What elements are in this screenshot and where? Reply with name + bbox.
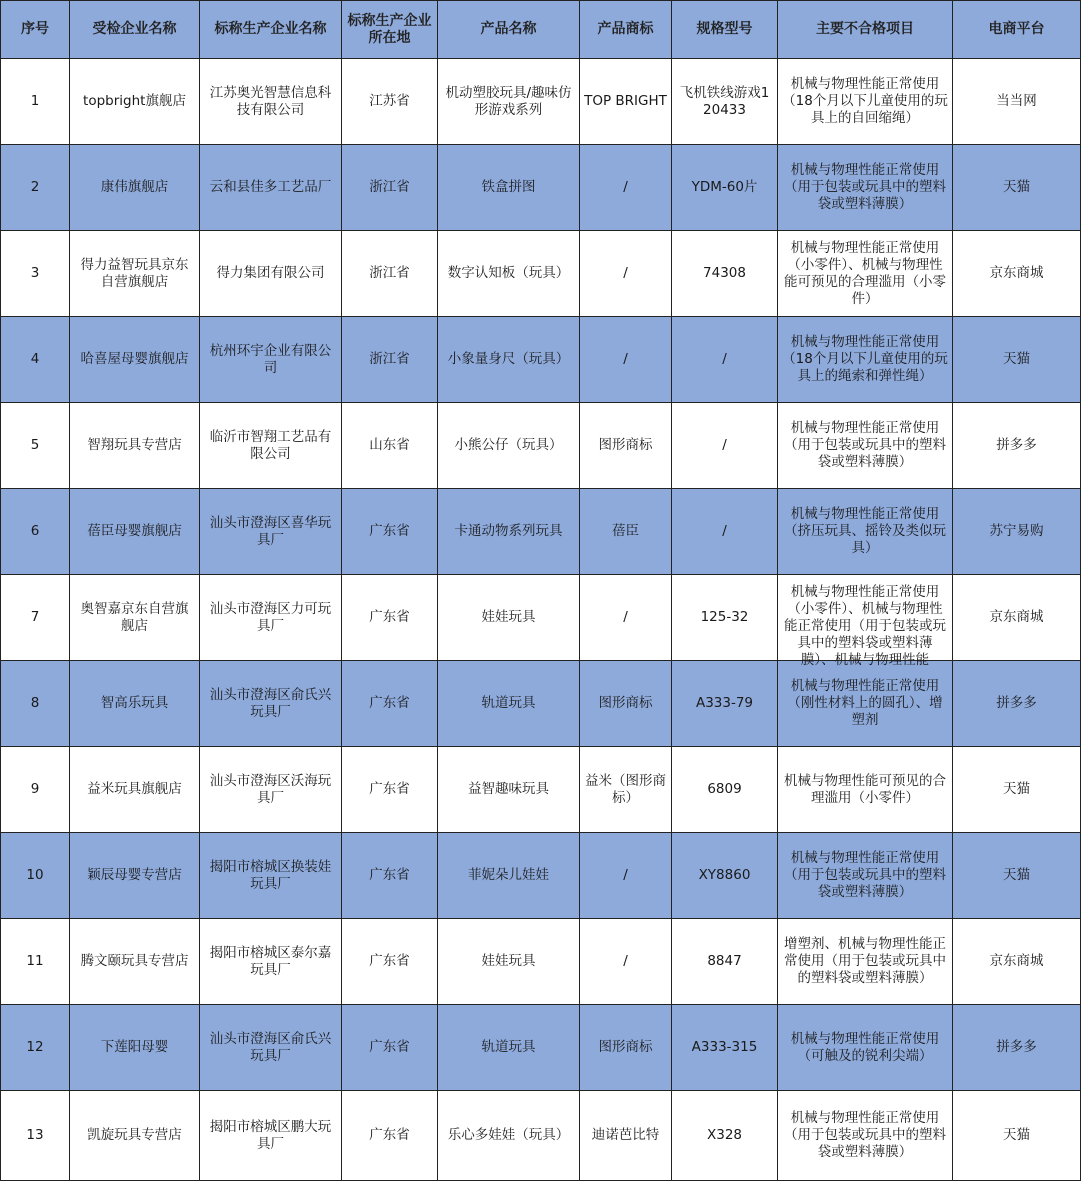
cell-platform-text: 天猫	[1003, 867, 1030, 883]
cell-location-text: 广东省	[369, 695, 410, 711]
cell-model	[672, 317, 778, 403]
table-row	[1, 1005, 1081, 1091]
cell-trademark	[580, 747, 672, 833]
cell-manufacturer-text: 汕头市澄海区俞氏兴玩具厂	[209, 1030, 332, 1064]
cell-manufacturer	[200, 747, 342, 833]
cell-trademark	[580, 231, 672, 317]
cell-model-text: XY8860	[698, 867, 751, 883]
cell-manufacturer-text: 揭阳市榕城区泰尔嘉玩具厂	[209, 944, 332, 978]
cell-inspected-company-text: 凯旋玩具专营店	[87, 1127, 182, 1143]
cell-manufacturer	[200, 661, 342, 747]
cell-manufacturer-text: 汕头市澄海区力可玩具厂	[209, 600, 332, 634]
cell-platform-text: 天猫	[1003, 781, 1030, 797]
table-body	[1, 59, 1081, 1181]
cell-manufacturer	[200, 575, 342, 661]
cell-product-name-text: 菲妮朵儿娃娃	[468, 867, 549, 883]
cell-platform	[953, 661, 1081, 747]
cell-product-name-text: 小象量身尺（玩具）	[447, 351, 570, 367]
cell-index-text: 11	[26, 953, 44, 969]
cell-product-name	[438, 1005, 580, 1091]
cell-index	[1, 747, 70, 833]
table-row	[1, 833, 1081, 919]
cell-trademark	[580, 661, 672, 747]
cell-platform	[953, 403, 1081, 489]
cell-defects	[778, 231, 953, 317]
cell-manufacturer-text: 临沂市智翔工艺品有限公司	[209, 428, 332, 462]
cell-trademark-text: 益米（图形商标）	[585, 772, 666, 806]
cell-manufacturer	[200, 919, 342, 1005]
cell-platform-text: 天猫	[1003, 351, 1030, 367]
cell-defects-text: 机械与物理性能正常使用（用于包装或玩具中的塑料袋或塑料薄膜）	[784, 1110, 946, 1160]
cell-manufacturer-text: 江苏奥光智慧信息科技有限公司	[209, 84, 332, 118]
cell-platform	[953, 575, 1081, 661]
cell-index-text: 13	[26, 1127, 44, 1143]
cell-location	[342, 145, 438, 231]
cell-inspected-company-text: 康伟旗舰店	[100, 179, 169, 195]
cell-product-name-text: 轨道玩具	[481, 695, 536, 711]
table-row	[1, 403, 1081, 489]
cell-platform-text: 京东商城	[989, 265, 1044, 281]
cell-inspected-company-text: 智高乐玩具	[100, 695, 169, 711]
cell-model-text: 6809	[707, 781, 742, 797]
cell-manufacturer-text: 云和县佳多工艺品厂	[209, 179, 332, 195]
cell-manufacturer-text: 得力集团有限公司	[216, 265, 325, 281]
table-header	[1, 1, 1081, 59]
cell-location-text: 江苏省	[369, 93, 410, 109]
cell-location	[342, 833, 438, 919]
cell-manufacturer	[200, 231, 342, 317]
cell-inspected-company	[70, 231, 200, 317]
cell-index	[1, 1091, 70, 1181]
cell-model-text: YDM-60片	[691, 179, 758, 195]
cell-model	[672, 1091, 778, 1181]
cell-inspected-company	[70, 59, 200, 145]
cell-manufacturer	[200, 1005, 342, 1091]
cell-product-name	[438, 833, 580, 919]
cell-inspected-company-text: 益米玩具旗舰店	[87, 781, 182, 797]
cell-location	[342, 403, 438, 489]
cell-trademark-text: /	[623, 351, 628, 367]
cell-index-text: 6	[30, 523, 40, 539]
cell-trademark-text: /	[623, 867, 628, 883]
cell-index-text: 1	[30, 93, 40, 109]
cell-model-text: /	[722, 523, 727, 539]
cell-location	[342, 317, 438, 403]
cell-platform	[953, 747, 1081, 833]
cell-model-text: A333-79	[695, 695, 754, 711]
cell-defects	[778, 403, 953, 489]
cell-model	[672, 747, 778, 833]
cell-index	[1, 231, 70, 317]
cell-index	[1, 833, 70, 919]
cell-product-name-text: 小熊公仔（玩具）	[454, 437, 563, 453]
cell-trademark	[580, 145, 672, 231]
cell-inspected-company	[70, 403, 200, 489]
cell-defects-text: 机械与物理性能正常使用（18个月以下儿童使用的玩具上的自回缩绳）	[782, 76, 948, 126]
table-row	[1, 575, 1081, 661]
cell-defects-text: 机械与物理性能正常使用（用于包装或玩具中的塑料袋或塑料薄膜）	[784, 162, 946, 212]
cell-index	[1, 59, 70, 145]
cell-location	[342, 575, 438, 661]
cell-index-text: 5	[30, 437, 40, 453]
cell-model	[672, 59, 778, 145]
cell-trademark	[580, 575, 672, 661]
cell-defects	[778, 919, 953, 1005]
cell-trademark	[580, 59, 672, 145]
header-row	[1, 1, 1081, 59]
cell-index-text: 7	[30, 609, 40, 625]
cell-inspected-company-text: 得力益智玩具京东自营旗舰店	[80, 256, 189, 290]
cell-trademark	[580, 919, 672, 1005]
cell-location-text: 广东省	[369, 781, 410, 797]
cell-platform	[953, 1091, 1081, 1181]
cell-trademark-text: 图形商标	[598, 695, 653, 711]
cell-product-name-text: 数字认知板（玩具）	[447, 265, 570, 281]
cell-product-name	[438, 145, 580, 231]
table-row	[1, 1091, 1081, 1181]
cell-location-text: 广东省	[369, 867, 410, 883]
cell-product-name	[438, 489, 580, 575]
cell-location	[342, 231, 438, 317]
cell-model-text: A333-315	[691, 1039, 758, 1055]
cell-defects-text: 机械与物理性能正常使用（挤压玩具、摇铃及类似玩具）	[784, 506, 946, 556]
header-defects: 主要不合格项目	[778, 1, 953, 59]
cell-model-text: X328	[706, 1127, 742, 1143]
cell-index-text: 4	[30, 351, 40, 367]
cell-platform-text: 天猫	[1003, 1127, 1030, 1143]
cell-model-text: 74308	[703, 265, 746, 281]
cell-defects-text: 机械与物理性能可预见的合理滥用（小零件）	[784, 772, 946, 806]
cell-inspected-company-text: topbright旗舰店	[83, 93, 186, 109]
cell-trademark-text: /	[623, 179, 628, 195]
cell-location-text: 广东省	[369, 523, 410, 539]
cell-location	[342, 59, 438, 145]
cell-defects-text: 机械与物理性能正常使用（用于包装或玩具中的塑料袋或塑料薄膜）	[784, 850, 946, 900]
cell-trademark-text: 蓓臣	[612, 523, 639, 539]
cell-defects-text: 机械与物理性能正常使用（小零件）、机械与物理性能正常使用（用于包装或玩具中的塑料袋或塑料薄膜）、机械与物理性能	[784, 583, 946, 668]
cell-index	[1, 919, 70, 1005]
cell-product-name-text: 益智趣味玩具	[468, 781, 549, 797]
cell-trademark-text: 图形商标	[598, 1039, 653, 1055]
cell-manufacturer	[200, 317, 342, 403]
cell-platform-text: 京东商城	[989, 953, 1044, 969]
cell-platform	[953, 833, 1081, 919]
cell-trademark-text: /	[623, 953, 628, 969]
cell-model-text: 8847	[707, 953, 742, 969]
cell-inspected-company-text: 颖辰母婴专营店	[87, 867, 182, 883]
cell-trademark-text: /	[623, 609, 628, 625]
cell-platform	[953, 231, 1081, 317]
cell-inspected-company-text: 腾文颐玩具专营店	[80, 953, 189, 969]
cell-manufacturer-text: 揭阳市榕城区鹏大玩具厂	[209, 1118, 332, 1152]
cell-defects	[778, 833, 953, 919]
cell-product-name-text: 娃娃玩具	[481, 609, 536, 625]
cell-index	[1, 317, 70, 403]
header-manufacturer-location: 标称生产企业所在地	[342, 1, 438, 59]
cell-defects-text: 机械与物理性能正常使用（用于包装或玩具中的塑料袋或塑料薄膜）	[784, 420, 946, 470]
cell-index-text: 2	[30, 179, 40, 195]
cell-defects-text: 机械与物理性能正常使用（可触及的锐利尖端）	[790, 1030, 940, 1064]
cell-inspected-company-text: 奥智嘉京东自营旗舰店	[80, 600, 189, 634]
cell-defects	[778, 747, 953, 833]
cell-product-name	[438, 661, 580, 747]
cell-inspected-company-text: 哈喜屋母婴旗舰店	[80, 351, 189, 367]
cell-index	[1, 1005, 70, 1091]
header-product-name: 产品名称	[438, 1, 580, 59]
cell-location-text: 广东省	[369, 953, 410, 969]
cell-manufacturer	[200, 833, 342, 919]
table-row	[1, 231, 1081, 317]
cell-defects	[778, 145, 953, 231]
cell-location-text: 广东省	[369, 1039, 410, 1055]
cell-defects-text: 机械与物理性能正常使用（小零件）、机械与物理性能可预见的合理滥用（小零件）	[784, 239, 946, 307]
cell-platform	[953, 1005, 1081, 1091]
cell-manufacturer	[200, 489, 342, 575]
cell-defects	[778, 1091, 953, 1181]
cell-inspected-company	[70, 317, 200, 403]
cell-inspected-company	[70, 489, 200, 575]
header-inspected-company: 受检企业名称	[70, 1, 200, 59]
cell-product-name	[438, 1091, 580, 1181]
cell-model	[672, 403, 778, 489]
cell-index	[1, 661, 70, 747]
cell-product-name-text: 机动塑胶玩具/趣味仿形游戏系列	[445, 84, 572, 118]
cell-trademark	[580, 317, 672, 403]
cell-index	[1, 575, 70, 661]
cell-product-name-text: 轨道玩具	[481, 1039, 536, 1055]
cell-model	[672, 919, 778, 1005]
cell-platform-text: 拼多多	[996, 437, 1037, 453]
cell-location-text: 山东省	[369, 437, 410, 453]
table-row	[1, 145, 1081, 231]
header-trademark: 产品商标	[580, 1, 672, 59]
cell-trademark	[580, 833, 672, 919]
cell-inspected-company	[70, 1005, 200, 1091]
cell-manufacturer	[200, 145, 342, 231]
cell-inspected-company	[70, 575, 200, 661]
cell-product-name	[438, 317, 580, 403]
cell-index-text: 9	[30, 781, 40, 797]
cell-location-text: 广东省	[369, 609, 410, 625]
cell-inspected-company	[70, 145, 200, 231]
cell-inspected-company	[70, 1091, 200, 1181]
cell-platform-text: 当当网	[996, 93, 1037, 109]
cell-platform-text: 拼多多	[996, 695, 1037, 711]
cell-location-text: 浙江省	[369, 179, 410, 195]
cell-product-name-text: 卡通动物系列玩具	[454, 523, 563, 539]
cell-manufacturer	[200, 403, 342, 489]
table-row	[1, 59, 1081, 145]
header-manufacturer: 标称生产企业名称	[200, 1, 342, 59]
cell-location	[342, 747, 438, 833]
cell-model	[672, 833, 778, 919]
cell-inspected-company	[70, 919, 200, 1005]
cell-manufacturer-text: 杭州环宇企业有限公司	[209, 342, 332, 376]
cell-defects-text: 机械与物理性能正常使用（18个月以下儿童使用的玩具上的绳索和弹性绳）	[782, 334, 948, 384]
cell-trademark	[580, 1005, 672, 1091]
cell-index-text: 8	[30, 695, 40, 711]
cell-location	[342, 1005, 438, 1091]
cell-trademark	[580, 489, 672, 575]
cell-trademark-text: 图形商标	[598, 437, 653, 453]
cell-platform-text: 苏宁易购	[989, 523, 1044, 539]
header-model: 规格型号	[672, 1, 778, 59]
cell-platform-text: 拼多多	[996, 1039, 1037, 1055]
cell-location	[342, 919, 438, 1005]
cell-product-name	[438, 59, 580, 145]
cell-model	[672, 661, 778, 747]
table-row	[1, 919, 1081, 1005]
table-row	[1, 747, 1081, 833]
cell-defects	[778, 1005, 953, 1091]
cell-manufacturer-text: 揭阳市榕城区换装娃玩具厂	[209, 858, 332, 892]
cell-defects	[778, 489, 953, 575]
cell-trademark-text: 迪诺芭比特	[591, 1127, 660, 1143]
cell-index-text: 12	[26, 1039, 44, 1055]
cell-product-name-text: 娃娃玩具	[481, 953, 536, 969]
cell-inspected-company	[70, 833, 200, 919]
cell-location	[342, 661, 438, 747]
cell-index	[1, 403, 70, 489]
cell-trademark	[580, 403, 672, 489]
cell-trademark-text: TOP BRIGHT	[584, 93, 667, 109]
cell-platform	[953, 919, 1081, 1005]
cell-defects	[778, 59, 953, 145]
cell-inspected-company-text: 蓓臣母婴旗舰店	[87, 523, 182, 539]
cell-location-text: 浙江省	[369, 265, 410, 281]
cell-manufacturer	[200, 59, 342, 145]
cell-model-text: /	[722, 437, 727, 453]
cell-trademark-text: /	[623, 265, 628, 281]
cell-location	[342, 1091, 438, 1181]
cell-manufacturer-text: 汕头市澄海区俞氏兴玩具厂	[209, 686, 332, 720]
cell-defects	[778, 317, 953, 403]
table-row	[1, 489, 1081, 575]
cell-defects	[778, 661, 953, 747]
cell-model-text: /	[722, 351, 727, 367]
cell-product-name-text: 铁盒拼图	[481, 179, 536, 195]
cell-inspected-company	[70, 661, 200, 747]
cell-product-name	[438, 575, 580, 661]
cell-defects-text: 增塑剂、机械与物理性能正常使用（用于包装或玩具中的塑料袋或塑料薄膜）	[784, 936, 946, 986]
cell-index-text: 10	[26, 867, 44, 883]
cell-product-name	[438, 403, 580, 489]
cell-product-name-text: 乐心多娃娃（玩具）	[447, 1127, 570, 1143]
cell-model	[672, 231, 778, 317]
cell-defects-text: 机械与物理性能正常使用（刚性材料上的圆孔）、增塑剂	[787, 678, 943, 728]
cell-model	[672, 489, 778, 575]
cell-platform-text: 天猫	[1003, 179, 1030, 195]
header-index: 序号	[1, 1, 70, 59]
cell-location-text: 浙江省	[369, 351, 410, 367]
cell-manufacturer-text: 汕头市澄海区喜华玩具厂	[209, 514, 332, 548]
cell-manufacturer	[200, 1091, 342, 1181]
cell-model	[672, 575, 778, 661]
cell-product-name	[438, 231, 580, 317]
cell-index-text: 3	[30, 265, 40, 281]
cell-index	[1, 489, 70, 575]
cell-model	[672, 145, 778, 231]
cell-defects	[778, 575, 953, 668]
cell-platform	[953, 317, 1081, 403]
cell-model	[672, 1005, 778, 1091]
cell-inspected-company-text: 下莲阳母婴	[100, 1039, 169, 1055]
cell-platform	[953, 59, 1081, 145]
cell-location-text: 广东省	[369, 1127, 410, 1143]
cell-platform	[953, 145, 1081, 231]
table-row	[1, 317, 1081, 403]
cell-trademark	[580, 1091, 672, 1181]
cell-manufacturer-text: 汕头市澄海区沃海玩具厂	[209, 772, 332, 806]
cell-inspected-company	[70, 747, 200, 833]
table-row	[1, 661, 1081, 747]
cell-product-name	[438, 919, 580, 1005]
header-platform: 电商平台	[953, 1, 1081, 59]
cell-model-text: 125-32	[700, 609, 749, 625]
cell-location	[342, 489, 438, 575]
cell-product-name	[438, 747, 580, 833]
cell-index	[1, 145, 70, 231]
cell-model-text: 飞机铁线游戏120433	[679, 84, 770, 118]
cell-inspected-company-text: 智翔玩具专营店	[87, 437, 182, 453]
cell-platform-text: 京东商城	[989, 609, 1044, 625]
cell-platform	[953, 489, 1081, 575]
